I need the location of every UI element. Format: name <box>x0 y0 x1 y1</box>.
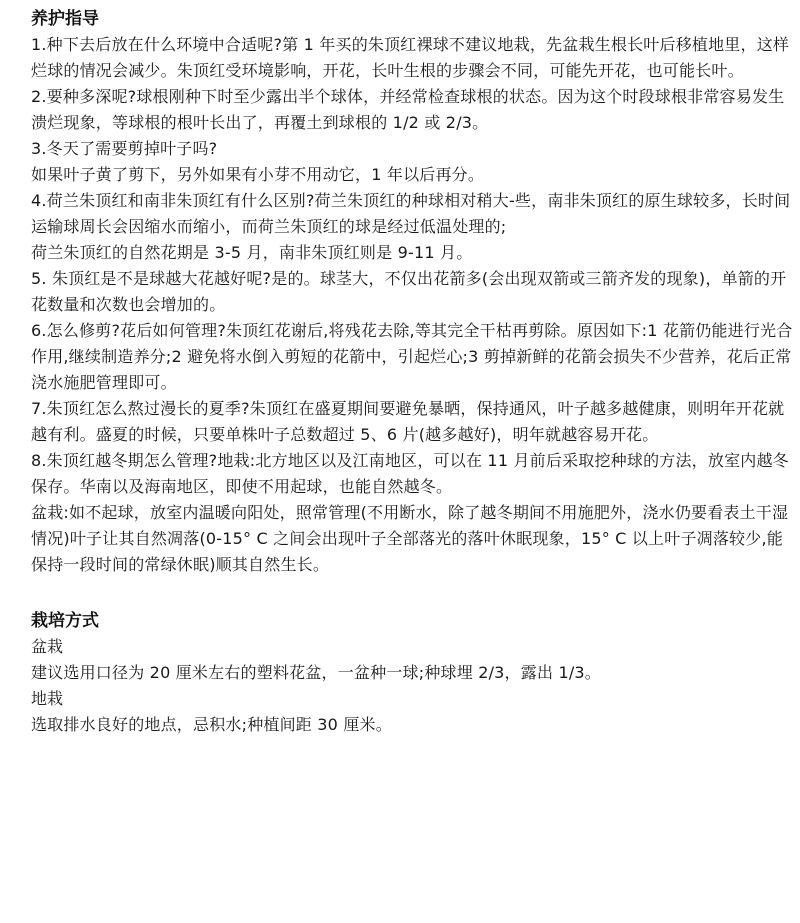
paragraph-6: 6.怎么修剪?花后如何管理?朱顶红花谢后,将残花去除,等其完全干枯再剪除。原因如下:1 花箭仍能进行光合作用,继续制造养分;2 避免将水倒入剪短的花箭中，引起烂心;3 剪掉新鲜的花箭会损失不少营养，花后正常浇水施肥管理即可。 <box>31 321 793 392</box>
potted-text: 建议选用口径为 20 厘米左右的塑料花盆，一盆种一球;种球埋 2/3，露出 1/3。 <box>31 663 601 682</box>
paragraph-1: 1.种下去后放在什么环境中合适呢?第 1 年买的朱顶红裸球不建议地栽，先盆栽生根长叶后移植地里，这样烂球的情况会减少。朱顶红受环境影响，开花，长叶生根的步骤会不同，可能先开花，也可能长叶。 <box>31 35 790 80</box>
paragraph-4: 4.荷兰朱顶红和南非朱顶红有什么区别?荷兰朱顶红的种球相对稍大-些，南非朱顶红的原生球较多，长时间运输球周长会因缩水而缩小，而荷兰朱顶红的球是经过低温处理的; <box>31 191 791 236</box>
ground-text: 选取排水良好的地点，忌积水;种植间距 30 厘米。 <box>31 715 392 734</box>
ground-label: 地栽 <box>31 689 64 708</box>
paragraph-8: 8.朱顶红越冬期怎么管理?地栽:北方地区以及江南地区，可以在 11 月前后采取挖种球的方法，放室内越冬保存。华南以及海南地区，即使不用起球，也能自然越冬。 <box>31 451 789 496</box>
potted-label: 盆栽 <box>31 637 64 656</box>
paragraph-5: 5. 朱顶红是不是球越大花越好呢?是的。球茎大，不仅出花箭多(会出现双箭或三箭齐发的现象)，单箭的开花数量和次数也会增加的。 <box>31 269 787 314</box>
section-title-care-guide: 养护指导 <box>31 9 99 29</box>
paragraph-8-potted: 盆栽:如不起球，放室内温暖向阳处，照常管理(不用断水，除了越冬期间不用施肥外，浇水仍要看表土干湿情况)叶子让其自然凋落(0-15° C 之间会出现叶子全部落光的落叶休眠现象，15° C 以上叶子凋落较少,能保持一段时间的常绿休眠)顺其自然生长。 <box>31 503 789 574</box>
section-title-cultivation: 栽培方式 <box>31 611 99 631</box>
document-body <box>31 6 795 738</box>
paragraph-4-flowering: 荷兰朱顶红的自然花期是 3-5 月，南非朱顶红则是 9-11 月。 <box>31 243 473 262</box>
paragraph-2: 2.要种多深呢?球根刚种下时至少露出半个球体，并经常检查球根的状态。因为这个时段球根非常容易发生溃烂现象，等球根的根叶长出了，再覆土到球根的 1/2 或 2/3。 <box>31 87 785 132</box>
paragraph-3-question: 3.冬天了需要剪掉叶子吗? <box>31 139 218 158</box>
paragraph-7: 7.朱顶红怎么熬过漫长的夏季?朱顶红在盛夏期间要避免暴晒，保持通风，叶子越多越健康，则明年开花就越有利。盛夏的时候，只要单株叶子总数超过 5、6 片(越多越好)，明年就越容易开花。 <box>31 399 785 444</box>
paragraph-3-answer: 如果叶子黄了剪下，另外如果有小芽不用动它，1 年以后再分。 <box>31 165 485 184</box>
